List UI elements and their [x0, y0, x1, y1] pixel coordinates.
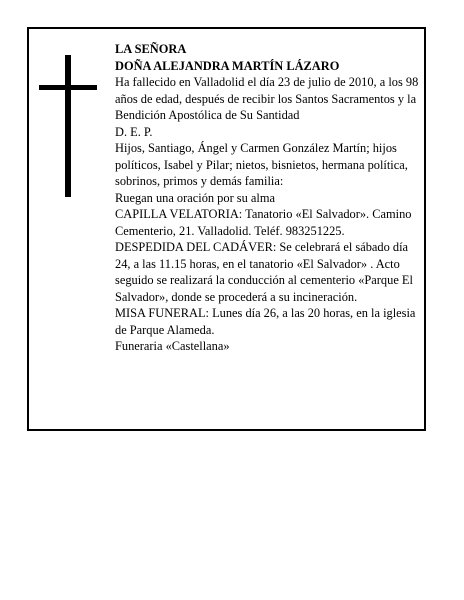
death-announcement: Ha fallecido en Valladolid el día 23 de julio de 2010, a los 98 años de edad, después de recibir los Santos Sacramentos y la Bendición Apostólica de Su Santidad	[115, 75, 419, 122]
farewell-info: DESPEDIDA DEL CADÁVER: Se celebrará el sábado día 24, a las 11.15 horas, en el tanatorio «El Salvador» . Acto seguido se realizará la conducción al cementerio «Parque El Salvador», donde se procederá a su incineración.	[115, 240, 413, 304]
prayer-request: Ruegan una oración por su alma	[115, 190, 275, 205]
funeral-mass-info: MISA FUNERAL: Lunes día 26, a las 20 horas, en la iglesia de Parque Alameda.	[115, 306, 416, 337]
notice-text	[115, 41, 425, 355]
notice-title: LA SEÑORA	[115, 42, 187, 56]
rip-line: D. E. P.	[115, 124, 153, 139]
deceased-name: DOÑA ALEJANDRA MARTÍN LÁZARO	[115, 58, 340, 73]
cross-vertical-bar	[65, 55, 71, 197]
family-list: Hijos, Santiago, Ángel y Carmen González Martín; hijos políticos, Isabel y Pilar; nietos, bisnietos, hermana política, sobrinos, primos y demás familia:	[115, 141, 408, 188]
latin-cross-icon	[39, 55, 97, 197]
obituary-notice	[27, 27, 426, 431]
chapel-info: CAPILLA VELATORIA: Tanatorio «El Salvador». Camino Cementerio, 21. Valladolid. Teléf. 983251225.	[115, 207, 412, 238]
cross-horizontal-bar	[39, 85, 97, 90]
funeral-home: Funeraria «Castellana»	[115, 339, 230, 353]
